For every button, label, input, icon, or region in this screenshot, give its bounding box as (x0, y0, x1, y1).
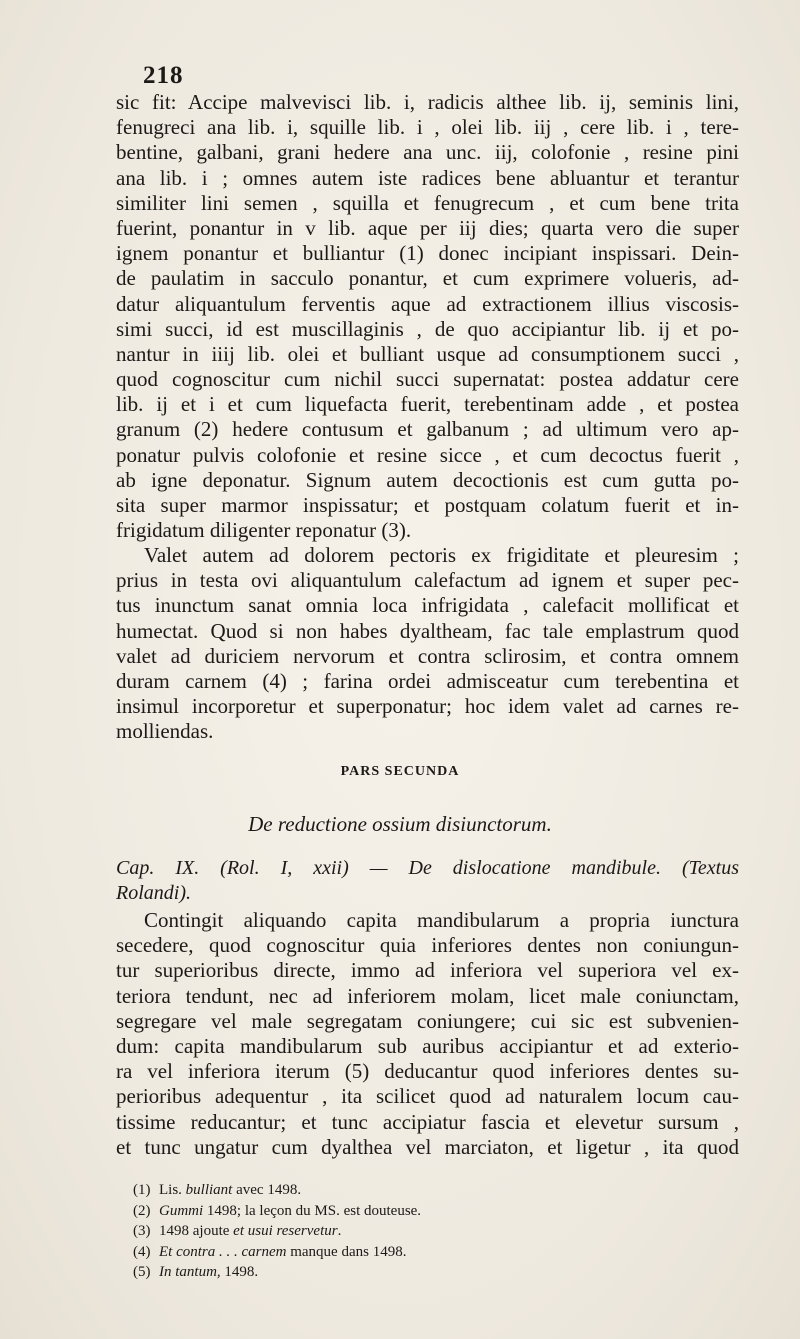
text-line: datur aliquantulum ferventis aque ad extractionem illius viscosis- (116, 291, 739, 316)
footnote-number: (1) (133, 1182, 151, 1198)
footnote-text: . (337, 1223, 342, 1239)
footnote-text: 1498. (220, 1264, 259, 1280)
text-line: duram carnem (4) ; farina ordei admisceatur cum terebentina et (116, 668, 739, 693)
section-title: De reductione ossium disiunctorum. (248, 812, 552, 836)
text-line: nantur in iiij lib. olei et bulliant usque ad consumptionem succi , (116, 341, 739, 366)
footnote-emphasis: bulliant (185, 1182, 233, 1198)
footnote (133, 1221, 693, 1242)
text-line: ponatur pulvis colofonie et resine sicce , et cum decoctus fuerit , (116, 442, 739, 467)
text-line: sic fit: Accipe malvevisci lib. i, radicis althee lib. ij, seminis lini, (116, 90, 739, 114)
text-line: Valet autem ad dolorem pectoris ex frigiditate et pleuresim ; (144, 543, 739, 567)
text-line: Contingit aliquando capita mandibularum a propria iunctura (144, 908, 739, 932)
text-line: sita super marmor inspissatur; et postquam colatum fuerit et in- (116, 493, 739, 517)
text-line: tissime reducantur; et tunc accipiatur fascia et elevetur sursum , (116, 1109, 739, 1134)
footnote-number: (3) (133, 1223, 151, 1239)
text-line: secedere, quod cognoscitur quia inferiores dentes non coniungun- (116, 933, 739, 958)
paragraph-recipe (116, 90, 739, 543)
footnote-number: (2) (133, 1202, 151, 1219)
text-line: similiter lini semen , squilla et fenugrecum , et cum bene trita (116, 190, 739, 215)
chapter-heading-line: Rolandi). (116, 882, 191, 905)
footnote-text: 1498 ajoute (159, 1223, 234, 1239)
chapter-heading (116, 856, 739, 906)
paragraph-dislocation (116, 908, 739, 1160)
paragraph-uses (116, 543, 739, 745)
footnote (133, 1262, 693, 1283)
text-line: simi succi, id est muscillaginis , de quo accipiantur lib. ij et po- (116, 316, 739, 341)
text-line: quod cognoscitur cum nichil succi supernatat: postea addatur cere (116, 367, 739, 392)
text-line: frigidatum diligenter reponatur (3). (116, 518, 412, 543)
text-line: fenugreci ana lib. i, squille lib. i , olei lib. iij , cere lib. i , tere- (116, 115, 739, 140)
text-line: ab igne deponatur. Signum autem decoctionis est cum gutta po- (116, 467, 739, 492)
text-line: molliendas. (116, 719, 214, 744)
text-line: tur superioribus directe, immo ad inferiora vel superiora vel ex- (116, 958, 739, 983)
text-line: ana lib. i ; omnes autem iste radices bene abluantur et terantur (116, 165, 739, 190)
text-line: prius in testa ovi aliquantulum calefactum ad ignem et super pec- (116, 568, 739, 593)
text-line: perioribus adequentur , ita scilicet quod ad naturalem locum cau- (116, 1084, 739, 1109)
footnote-number: (4) (133, 1243, 151, 1260)
text-line: valet ad duriciem nervorum et contra sclirosim, et contra omnem (116, 643, 739, 668)
footnote-emphasis: Gummi (159, 1202, 204, 1219)
footnote-emphasis: et usui reservetur (233, 1223, 338, 1239)
footnote-number: (5) (133, 1264, 151, 1280)
text-line: granum (2) hedere contusum et galbanum ; ad ultimum vero ap- (116, 417, 739, 442)
footnote (133, 1180, 693, 1201)
footnote-text: Lis. (159, 1182, 186, 1198)
text-line: humectat. Quod si non habes dyaltheam, fac tale emplastrum quod (116, 618, 739, 643)
chapter-heading-line: Cap. IX. (Rol. I, xxii) — De dislocatione mandibule. (Textus (116, 857, 739, 879)
text-line: de paulatim in sacculo ponantur, et cum exprimere volueris, ad- (116, 266, 739, 291)
footnote-text: avec 1498. (232, 1182, 302, 1198)
footnote-text: manque dans 1498. (286, 1243, 407, 1260)
footnote-text: 1498; la leçon du MS. est douteuse. (203, 1202, 422, 1219)
footnotes (133, 1180, 693, 1283)
text-line: insimul incorporetur et superponatur; hoc idem valet ad carnes re- (116, 694, 739, 719)
text-line: ignem ponantur et bulliantur (1) donec incipiant inspissari. Dein- (116, 241, 739, 266)
page-number: 218 (143, 62, 184, 89)
text-line: fuerint, ponantur in v lib. aque per iij dies; quarta vero die super (116, 215, 739, 240)
text-line: bentine, galbani, grani hedere ana unc. iij, colofonie , resine pini (116, 140, 739, 165)
footnote (133, 1242, 693, 1263)
text-line: ra vel inferiora iterum (5) deducantur quod inferiores dentes su- (116, 1059, 739, 1084)
text-line: teriora tendunt, nec ad inferiorem molam, licet male coniunctam, (116, 983, 739, 1008)
footnote-emphasis: In tantum, (159, 1264, 221, 1280)
text-line: et tunc ungatur cum dyalthea vel marciaton, et ligetur , ita quod (116, 1134, 739, 1159)
footnote (133, 1201, 693, 1222)
part-heading: PARS SECUNDA (340, 764, 460, 779)
text-line: tus inunctum sanat omnia loca infrigidata , calefacit mollificat et (116, 593, 739, 618)
text-line: lib. ij et i et cum liquefacta fuerit, terebentinam adde , et postea (116, 392, 739, 417)
text-line: dum: capita mandibularum sub auribus accipiantur et ad exterio- (116, 1033, 739, 1058)
text-line: segregare vel male segregatam coniungere; cui sic est subvenien- (116, 1008, 739, 1033)
footnote-emphasis: Et contra . . . carnem (159, 1243, 287, 1260)
